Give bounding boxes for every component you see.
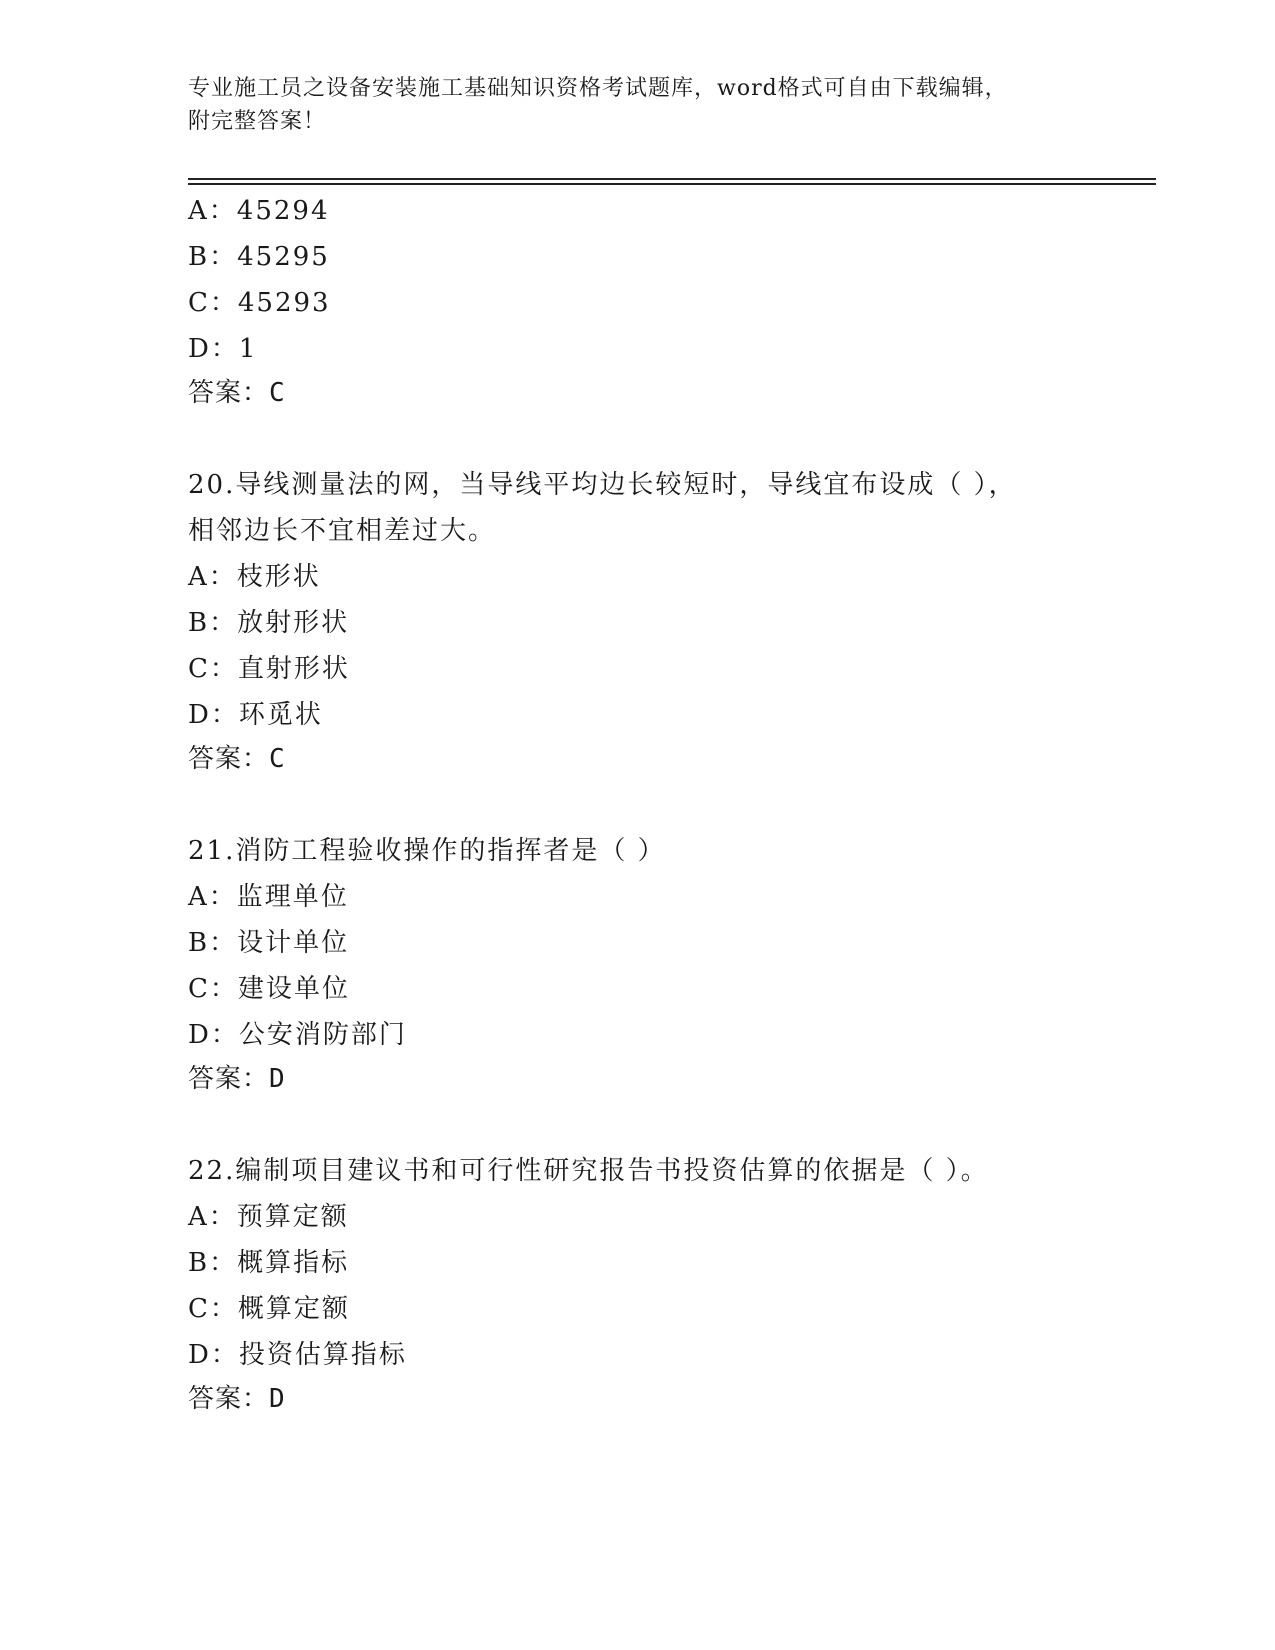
q19-option-a: A：45294 <box>188 196 330 226</box>
q20-option-a: A：枝形状 <box>188 562 321 592</box>
q22-option-a: A：预算定额 <box>188 1202 349 1232</box>
q22-option-d: D：投资估算指标 <box>188 1340 407 1370</box>
q20-option-d: D：环觅状 <box>188 700 323 730</box>
q21-answer <box>188 1062 286 1096</box>
q21-option-c: C：建设单位 <box>188 974 350 1004</box>
q20-stem-line-2: 相邻边长不宜相差过大。 <box>188 516 497 546</box>
q20-option-b: B：放射形状 <box>188 608 350 638</box>
q22-option-b: B：概算指标 <box>188 1248 350 1278</box>
answer-value: D <box>269 1064 286 1094</box>
q22-option-c: C：概算定额 <box>188 1294 350 1324</box>
header-line-1: 专业施工员之设备安装施工基础知识资格考试题库，word格式可自由下载编辑， <box>188 76 1008 101</box>
q21-stem-line-1: 21.消防工程验收操作的指挥者是（ ） <box>188 836 666 866</box>
q20-option-c: C：直射形状 <box>188 654 350 684</box>
header-line-2: 附完整答案！ <box>188 109 327 134</box>
q19-option-c: C：45293 <box>188 288 331 318</box>
q19-answer <box>188 376 286 410</box>
answer-label: 答案： <box>188 744 270 774</box>
header-divider-top <box>188 178 1156 180</box>
answer-value: C <box>269 744 286 774</box>
header-divider-bottom <box>188 183 1156 185</box>
q19-option-d: D：1 <box>188 334 258 364</box>
q20-stem-line-1: 20.导线测量法的网，当导线平均边长较短时，导线宜布设成（ ）， <box>188 470 1017 500</box>
answer-value: D <box>269 1384 286 1414</box>
q19-option-b: B：45295 <box>188 242 330 272</box>
q20-answer <box>188 742 286 776</box>
answer-label: 答案： <box>188 1064 270 1094</box>
document-header <box>188 72 1088 138</box>
q22-stem-line-1: 22.编制项目建议书和可行性研究报告书投资估算的依据是（ ）。 <box>188 1156 989 1186</box>
q22-answer <box>188 1382 286 1416</box>
answer-label: 答案： <box>188 1384 270 1414</box>
answer-value: C <box>269 378 286 408</box>
q21-option-b: B：设计单位 <box>188 928 350 958</box>
q21-option-a: A：监理单位 <box>188 882 349 912</box>
q21-option-d: D：公安消防部门 <box>188 1020 407 1050</box>
answer-label: 答案： <box>188 378 270 408</box>
